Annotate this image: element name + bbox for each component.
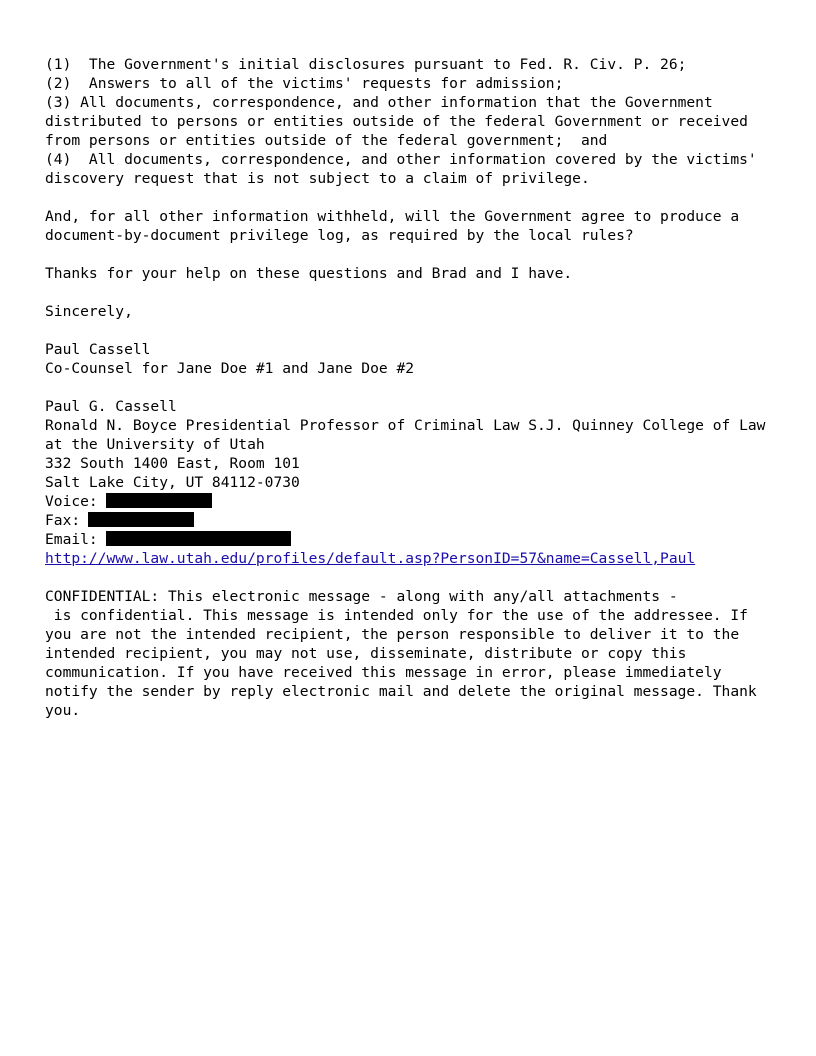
spacer xyxy=(45,188,785,207)
spacer xyxy=(45,378,785,397)
spacer xyxy=(45,245,785,264)
list-item-4-line-1: (4) All documents, correspondence, and other information covered by the victims' xyxy=(45,151,757,168)
email-body xyxy=(45,55,785,720)
email-label: Email: xyxy=(45,531,98,548)
confidential-line-2: is confidential. This message is intended only for the use of the addressee. If xyxy=(45,607,748,624)
contact-address-1: 332 South 1400 East, Room 101 xyxy=(45,455,300,472)
disclosure-list xyxy=(45,55,785,188)
redaction-box xyxy=(106,531,291,546)
list-item-3-line-2: distributed to persons or entities outside of the federal Government or received xyxy=(45,113,748,130)
redaction-box xyxy=(88,512,194,527)
list-item-1: (1) The Government's initial disclosures pursuant to Fed. R. Civ. P. 26; xyxy=(45,56,687,73)
confidential-line-5: communication. If you have received this message in error, please immediately xyxy=(45,664,722,681)
confidential-line-6: notify the sender by reply electronic mail and delete the original message. Thank xyxy=(45,683,757,700)
profile-link-row xyxy=(45,549,785,568)
signature-name: Paul Cassell xyxy=(45,341,151,358)
spacer xyxy=(45,283,785,302)
closing-line: Sincerely, xyxy=(45,303,133,320)
confidential-line-3: you are not the intended recipient, the person responsible to deliver it to the xyxy=(45,626,740,643)
question-line-1: And, for all other information withheld, will the Government agree to produce a xyxy=(45,208,740,225)
confidential-line-1: CONFIDENTIAL: This electronic message - along with any/all attachments - xyxy=(45,588,678,605)
profile-link[interactable]: http://www.law.utah.edu/profiles/default.asp?PersonID=57&name=Cassell,Paul xyxy=(45,550,696,567)
list-item-3-line-1: (3) All documents, correspondence, and other information that the Government xyxy=(45,94,713,111)
spacer xyxy=(45,568,785,587)
contact-block xyxy=(45,397,785,568)
list-item-3-line-3: from persons or entities outside of the federal government; and xyxy=(45,132,608,149)
list-item-4-line-2: discovery request that is not subject to a claim of privilege. xyxy=(45,170,590,187)
contact-name: Paul G. Cassell xyxy=(45,398,177,415)
fax-label: Fax: xyxy=(45,512,81,529)
confidentiality-notice xyxy=(45,587,785,720)
contact-address-2: Salt Lake City, UT 84112-0730 xyxy=(45,474,300,491)
fax-row xyxy=(45,511,785,530)
spacer xyxy=(45,321,785,340)
confidential-line-7: you. xyxy=(45,702,81,719)
voice-label: Voice: xyxy=(45,493,98,510)
signature-block xyxy=(45,340,785,378)
email-row xyxy=(45,530,785,549)
signature-role: Co-Counsel for Jane Doe #1 and Jane Doe #2 xyxy=(45,360,415,377)
question-line-2: document-by-document privilege log, as required by the local rules? xyxy=(45,227,634,244)
privilege-log-question xyxy=(45,207,785,245)
contact-title-line-1: Ronald N. Boyce Presidential Professor of Criminal Law S.J. Quinney College of Law xyxy=(45,417,766,434)
contact-title-line-2: at the University of Utah xyxy=(45,436,265,453)
voice-row xyxy=(45,492,785,511)
list-item-2: (2) Answers to all of the victims' requests for admission; xyxy=(45,75,564,92)
thanks-line: Thanks for your help on these questions and Brad and I have. xyxy=(45,265,573,282)
redaction-box xyxy=(106,493,212,508)
confidential-line-4: intended recipient, you may not use, disseminate, distribute or copy this xyxy=(45,645,687,662)
